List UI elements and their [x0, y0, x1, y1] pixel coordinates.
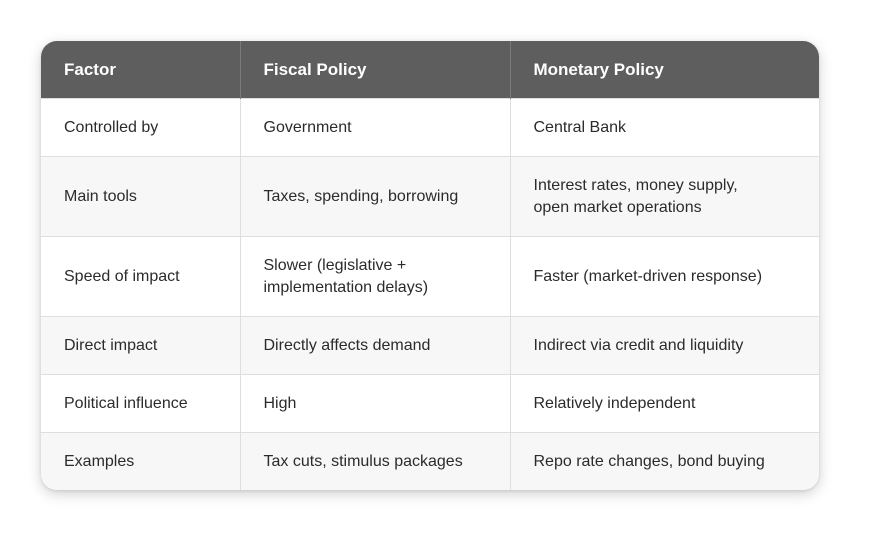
- factor-cell: [41, 237, 240, 317]
- fiscal-cell: [240, 237, 510, 317]
- header-fiscal-policy: Fiscal Policy: [240, 41, 510, 99]
- fiscal-cell-text: Directly affects demand: [263, 336, 431, 354]
- factor-cell-text: Speed of impact: [64, 267, 180, 285]
- table-row: [41, 317, 819, 375]
- table-header: [41, 41, 819, 99]
- factor-cell-text: Political influence: [64, 394, 188, 412]
- monetary-cell-text: Indirect via credit and liquidity: [533, 336, 744, 354]
- monetary-cell-text: Central Bank: [533, 118, 626, 136]
- table-row: [41, 433, 819, 491]
- fiscal-cell: [240, 433, 510, 491]
- monetary-cell-text: Faster (market-driven response): [533, 267, 763, 285]
- table-row: [41, 99, 819, 157]
- table-row: [41, 157, 819, 237]
- fiscal-cell-text: High: [263, 394, 297, 412]
- fiscal-cell-text: Slower (legislative + implementation delays): [263, 256, 429, 296]
- monetary-cell-text: Relatively independent: [533, 394, 696, 412]
- header-monetary-policy: Monetary Policy: [510, 41, 819, 99]
- fiscal-cell-text: Government: [263, 118, 352, 136]
- monetary-cell: [510, 237, 819, 317]
- fiscal-cell-text: Tax cuts, stimulus packages: [263, 452, 463, 470]
- factor-cell-text: Controlled by: [64, 118, 159, 136]
- comparison-table: [41, 41, 819, 490]
- monetary-cell: [510, 375, 819, 433]
- header-row: [41, 41, 819, 99]
- factor-cell: [41, 433, 240, 491]
- fiscal-cell-text: Taxes, spending, borrowing: [263, 187, 459, 205]
- factor-cell: [41, 99, 240, 157]
- monetary-cell: [510, 99, 819, 157]
- factor-cell: [41, 157, 240, 237]
- table-body: [41, 99, 819, 491]
- monetary-cell-text: Repo rate changes, bond buying: [533, 452, 765, 470]
- monetary-cell: [510, 317, 819, 375]
- factor-cell: [41, 375, 240, 433]
- fiscal-cell: [240, 375, 510, 433]
- factor-cell-text: Main tools: [64, 187, 137, 205]
- factor-cell: [41, 317, 240, 375]
- table-row: [41, 375, 819, 433]
- monetary-cell: [510, 157, 819, 237]
- fiscal-cell: [240, 157, 510, 237]
- monetary-cell: [510, 433, 819, 491]
- factor-cell-text: Examples: [64, 452, 135, 470]
- comparison-table-card: [41, 41, 819, 490]
- table-row: [41, 237, 819, 317]
- header-factor: Factor: [41, 41, 240, 99]
- fiscal-cell: [240, 317, 510, 375]
- fiscal-cell: [240, 99, 510, 157]
- monetary-cell-text: Interest rates, money supply, open market operations: [533, 176, 738, 216]
- factor-cell-text: Direct impact: [64, 336, 158, 354]
